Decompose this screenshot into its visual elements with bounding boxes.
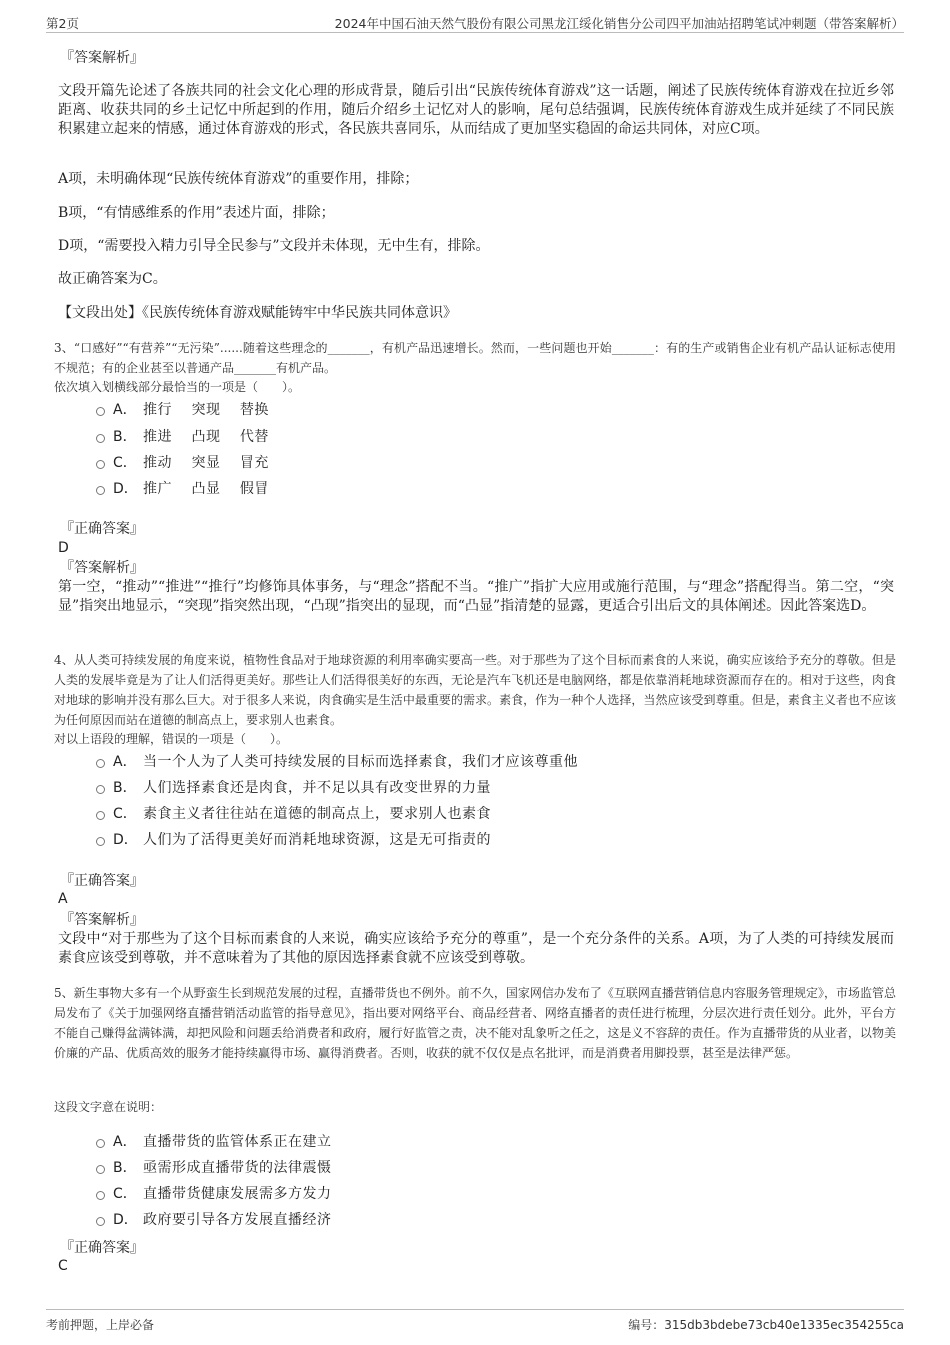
option-letter: C． (113, 455, 137, 471)
q5-option-d[interactable] (96, 1208, 332, 1230)
option-text: 推广 凸显 假冒 (143, 481, 269, 497)
q3-option-c[interactable] (96, 451, 269, 473)
page-footer (46, 1309, 904, 1340)
option-letter: B． (113, 1160, 137, 1176)
q3-option-b[interactable] (96, 425, 269, 447)
q5-option-c[interactable] (96, 1182, 332, 1204)
radio-circle-icon[interactable] (96, 1139, 105, 1148)
q2-conclusion: 故正确答案为C。 (58, 271, 167, 287)
option-letter: A． (113, 1134, 137, 1150)
q3-prompt: 依次填入划横线部分最恰当的一项是（ ）。 (54, 380, 301, 394)
option-text: 人们选择素食还是肉食，并不足以具有改变世界的力量 (143, 780, 491, 796)
q5-answer-label: 『正确答案』 (60, 1240, 144, 1256)
radio-circle-icon[interactable] (96, 460, 105, 469)
option-letter: D． (113, 481, 138, 497)
option-text: 直播带货健康发展需多方发力 (143, 1186, 332, 1202)
option-letter: C． (113, 806, 137, 822)
document-title: 2024年中国石油天然气股份有限公司黑龙江绥化销售分公司四平加油站招聘笔试冲刺题（带答案解析） (334, 16, 904, 31)
q4-option-c[interactable] (96, 802, 491, 824)
option-text: 人们为了活得更美好而消耗地球资源，这是无可指责的 (143, 832, 491, 848)
page-header (46, 8, 904, 33)
q3-option-d[interactable] (96, 477, 269, 499)
q4-option-d[interactable] (96, 828, 491, 850)
radio-circle-icon[interactable] (96, 785, 105, 794)
radio-circle-icon[interactable] (96, 1217, 105, 1226)
q2-analysis-option-b: B项，“有情感维系的作用”表述片面，排除； (58, 205, 335, 221)
option-letter: D． (113, 832, 138, 848)
option-text: 推行 突现 替换 (143, 402, 269, 418)
radio-circle-icon[interactable] (96, 407, 105, 416)
q4-stem: 4、从人类可持续发展的角度来说，植物性食品对于地球资源的利用率确实要高一些。对于那些为了这个目标而素食的人来说，确实应该给予充分的尊敬。但是人类的发展毕竟是为了让人们活得更美好。那些让人们活得很美好的东西，无论是汽车飞机还是电脑网络，都是依靠消耗地球资源而存在的。相对于这些，肉食对地球的影响并没有那么巨大。对于很多人来说，肉食确实是生活中最重要的需求。素食，作为一种个人选择，当然应该受到尊重。但是，素食主义者也不应该为任何原因而站在道德的制高点上，要求别人也素食。 (54, 653, 896, 727)
q4-prompt: 对以上语段的理解，错误的一项是（ ）。 (54, 732, 289, 746)
q4-answer-value: A (58, 891, 68, 907)
option-text: 亟需形成直播带货的法律震慑 (143, 1160, 332, 1176)
option-letter: C． (113, 1186, 137, 1202)
option-text: 当一个人为了人类可持续发展的目标而选择素食，我们才应该尊重他 (143, 754, 578, 770)
q2-analysis-option-a: A项，未明确体现“民族传统体育游戏”的重要作用，排除； (58, 171, 419, 187)
q5-answer-value: C (58, 1258, 68, 1274)
option-letter: B． (113, 780, 137, 796)
footer-code: 编号：315db3bdebe73cb40e1335ec354255ca (628, 1318, 904, 1332)
option-text: 直播带货的监管体系正在建立 (143, 1134, 332, 1150)
option-letter: A． (113, 402, 137, 418)
q3-analysis-label: 『答案解析』 (60, 560, 144, 576)
q3-answer-label: 『正确答案』 (60, 521, 144, 537)
page-number: 第2页 (46, 16, 79, 31)
radio-circle-icon[interactable] (96, 486, 105, 495)
q5-option-a[interactable] (96, 1130, 332, 1152)
radio-circle-icon[interactable] (96, 837, 105, 846)
q2-analysis-label: 『答案解析』 (60, 50, 144, 66)
q3-option-a[interactable] (96, 398, 269, 420)
q2-source: 【文段出处】《民族传统体育游戏赋能铸牢中华民族共同体意识》 (58, 305, 457, 321)
option-letter: D． (113, 1212, 138, 1228)
q4-option-b[interactable] (96, 776, 491, 798)
radio-circle-icon[interactable] (96, 759, 105, 768)
q3-answer-value: D (58, 540, 69, 556)
q4-option-a[interactable] (96, 750, 578, 772)
q4-analysis-label: 『答案解析』 (60, 912, 144, 928)
q4-answer-label: 『正确答案』 (60, 873, 144, 889)
q5-option-b[interactable] (96, 1156, 332, 1178)
radio-circle-icon[interactable] (96, 811, 105, 820)
q5-prompt: 这段文字意在说明： (54, 1100, 163, 1114)
q2-analysis-option-d: D项，“需要投入精力引导全民参与”文段并未体现，无中生有，排除。 (58, 238, 490, 254)
footer-slogan: 考前押题，上岸必备 (46, 1318, 155, 1332)
option-letter: B． (113, 429, 137, 445)
q2-analysis-paragraph: 文段开篇先论述了各族共同的社会文化心理的形成背景，随后引出“民族传统体育游戏”这一话题，阐述了民族传统体育游戏在拉近乡邻距离、收获共同的乡土记忆中所起到的作用，随后介绍乡土记忆对人的影响，尾句总结强调，民族传统体育游戏生成并延续了不同民族积累建立起来的情感，通过体育游戏的形式，各民族共喜同乐，从而结成了更加坚实稳固的命运共同体，对应C项。 (58, 83, 894, 137)
radio-circle-icon[interactable] (96, 1191, 105, 1200)
option-letter: A． (113, 754, 137, 770)
q3-stem: 3、“口感好”“有营养”“无污染”......随着这些理念的_______，有机产品迅速增长。然而，一些问题也开始_______：有的生产或销售企业有机产品认证标志使用不规范；有的企业甚至以普通产品_______有机产品。 (54, 341, 896, 375)
q4-analysis: 文段中“对于那些为了这个目标而素食的人来说，确实应该给予充分的尊重”，是一个充分条件的关系。A项，为了人类的可持续发展而素食应该受到尊敬，并不意味着为了其他的原因选择素食就不应该受到尊敬。 (58, 931, 894, 966)
option-text: 素食主义者往往站在道德的制高点上，要求别人也素食 (143, 806, 491, 822)
q5-stem: 5、新生事物大多有一个从野蛮生长到规范发展的过程，直播带货也不例外。前不久，国家网信办发布了《互联网直播营销信息内容服务管理规定》，市场监管总局发布了《关于加强网络直播营销活动监管的指导意见》，指出要对网络平台、商品经营者、网络直播者的责任进行梳理，分层次进行责任划分。此外，平台方不能自己赚得盆满钵满，却把风险和问题丢给消费者和政府，履行好监管之责，决不能对乱象听之任之，这是义不容辞的责任。作为直播带货的从业者，以物美价廉的产品、优质高效的服务才能持续赢得市场、赢得消费者。否则，收获的就不仅仅是点名批评，而是消费者用脚投票，甚至是法律严惩。 (54, 986, 896, 1060)
radio-circle-icon[interactable] (96, 1165, 105, 1174)
option-text: 政府要引导各方发展直播经济 (143, 1212, 332, 1228)
option-text: 推动 突显 冒充 (143, 455, 269, 471)
option-text: 推进 凸现 代替 (143, 429, 269, 445)
radio-circle-icon[interactable] (96, 434, 105, 443)
q3-analysis: 第一空，“推动”“推进”“推行”均修饰具体事务，与“理念”搭配不当。“推广”指扩大应用或施行范围，与“理念”搭配得当。第二空，“突显”指突出地显示，“突现”指突然出现，“凸现”指突出的显现，而“凸显”指清楚的显露，更适合引出后文的具体阐述。因此答案选D。 (58, 579, 894, 614)
